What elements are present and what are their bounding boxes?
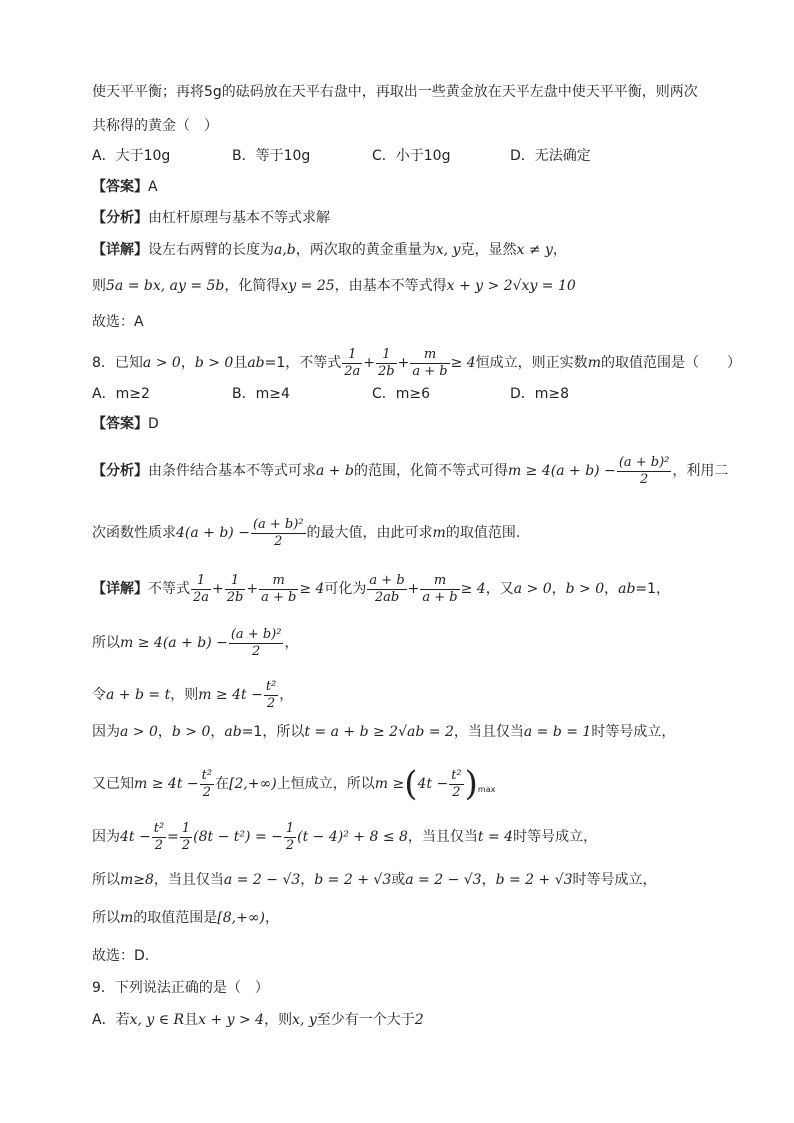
q8-detail2-frac: $\frac{\text{(a + b)²}}{2}$ <box>230 626 282 659</box>
q8-detail-line7: 所以m≥8，当且仅当a = 2 − √3，b = 2 + √3或a = 2 − √3，b = 2 + √3时等号成立， <box>92 872 657 888</box>
q8-detail5-frac-2: $\frac{\text{t²}}{2}$ <box>451 767 462 800</box>
q8-detail-line1: 【详解】不等式 $\frac{1}{2a}$ + $\frac{1}{2b}$ + $\frac{m}{a + b}$ ≥ 4可化为 $\frac{a + b}{2ab}$ + $\frac{m}{a + b}$ ≥ 4，又a > 0，b > 0，ab=1， <box>92 572 671 605</box>
q7-detail-line1: 【详解】设左右两臂的长度为a,b，两次取的黄金重量为x, y克，显然x ≠ y， <box>92 242 567 258</box>
q8-detail-line5: 又已知m ≥ 4t − $\frac{\text{t²}}{2}$ 在[2,+∞)上恒成立，所以m ≥(4t − $\frac{\text{t²}}{2}$ )$_{max}$ <box>92 764 496 804</box>
q8-option-a: A．m≥2 <box>92 386 150 402</box>
q9-option-a: A．若x, y ∈ R且x + y > 4，则x, y至少有一个大于2 <box>92 1012 424 1028</box>
q8-analysis-line1: 【分析】由条件结合基本不等式可求a + b的范围，化简不等式可得m ≥ 4(a + b) − $\frac{\text{(a + b)²}}{2}$ ，利用二 <box>92 454 729 487</box>
q7-option-a: A．大于10g <box>92 148 171 164</box>
q8-detail-frac-2: $\frac{1}{2b}$ <box>226 572 244 605</box>
q8-detail-frac-3: $\frac{m}{a + b}$ <box>261 572 297 605</box>
q8-frac-m-over-ab: $\frac{m}{a + b}$ <box>412 346 448 379</box>
q7-option-c: C．小于10g <box>372 148 451 164</box>
q8-answer: 【答案】D <box>92 416 159 432</box>
q8-detail-frac-1: $\frac{1}{2a}$ <box>193 572 210 605</box>
q8-detail3-frac: $\frac{\text{t²}}{2}$ <box>265 678 277 711</box>
q7-conclusion: 故选：A <box>92 314 144 330</box>
q8-option-b: B．m≥4 <box>232 386 290 402</box>
q8-detail-line8: 所以m的取值范围是[8,+∞)， <box>92 910 279 926</box>
q8-detail-line3: 令a + b = t，则m ≥ 4t − $\frac{\text{t²}}{2}$ ， <box>92 678 294 711</box>
q7-answer: 【答案】A <box>92 179 158 195</box>
q8-detail-line2: 所以m ≥ 4(a + b) − $\frac{\text{(a + b)²}}{2}$ ， <box>92 626 299 659</box>
q8-detail-frac-4: $\frac{a + b}{2ab}$ <box>369 572 405 605</box>
q8-detail5-frac: $\frac{\text{t²}}{2}$ <box>201 767 213 800</box>
q8-frac-1-over-2b: $\frac{1}{2b}$ <box>378 346 395 379</box>
q8-stem: 8．已知a > 0，b > 0且ab=1，不等式 $\frac{1}{2a}$ + $\frac{1}{2b}$ + $\frac{m}{a + b}$ ≥ 4恒成立，则正实数m的取值范围是（ ） <box>92 346 741 379</box>
q8-option-c: C．m≥6 <box>372 386 431 402</box>
q8-analysis-line2: 次函数性质求4(a + b) − $\frac{\text{(a + b)²}}{2}$ 的最大值，由此可求m的取值范围. <box>92 516 521 549</box>
q7-detail-line2: 则5a = bx, ay = 5b，化简得xy = 25，由基本不等式得x + y > 2√xy = 10 <box>92 278 576 294</box>
q7-stem-line2: 共称得的黄金（ ） <box>92 118 218 134</box>
q8-detail6-frac-half-1: $\frac{1}{2}$ <box>181 820 191 853</box>
q8-option-d: D．m≥8 <box>510 386 570 402</box>
q9-stem: 9．下列说法正确的是（ ） <box>92 980 269 996</box>
q7-option-d: D．无法确定 <box>510 148 591 164</box>
q8-detail6-frac-half-2: $\frac{1}{2}$ <box>285 820 295 853</box>
q8-detail-line4: 因为a > 0，b > 0，ab=1，所以t = a + b ≥ 2√ab = 2，当且仅当a = b = 1时等号成立， <box>92 724 676 740</box>
q8-frac-1-over-2a: $\frac{1}{2a}$ <box>344 346 361 379</box>
q7-option-b: B．等于10g <box>232 148 311 164</box>
q7-stem-line1: 使天平平衡；再将5g的砝码放在天平右盘中，再取出一些黄金放在天平左盘中使天平平衡，则两次 <box>92 84 698 100</box>
q8-analysis-frac: $\frac{\text{(a + b)²}}{2}$ <box>618 454 670 487</box>
q8-detail-line6: 因为4t − $\frac{\text{t²}}{2}$ = $\frac{1}{2}$ (8t − t²) = − $\frac{1}{2}$ (t − 4)² + 8 ≤ 8，当且仅当t = 4时等号成立， <box>92 820 598 853</box>
q8-conclusion: 故选：D. <box>92 948 150 964</box>
q8-detail6-frac-1: $\frac{\text{t²}}{2}$ <box>153 820 165 853</box>
q8-analysis2-frac: $\frac{\text{(a + b)²}}{2}$ <box>252 516 304 549</box>
q8-detail-frac-5: $\frac{m}{a + b}$ <box>422 572 458 605</box>
q7-analysis: 【分析】由杠杆原理与基本不等式求解 <box>92 210 330 226</box>
